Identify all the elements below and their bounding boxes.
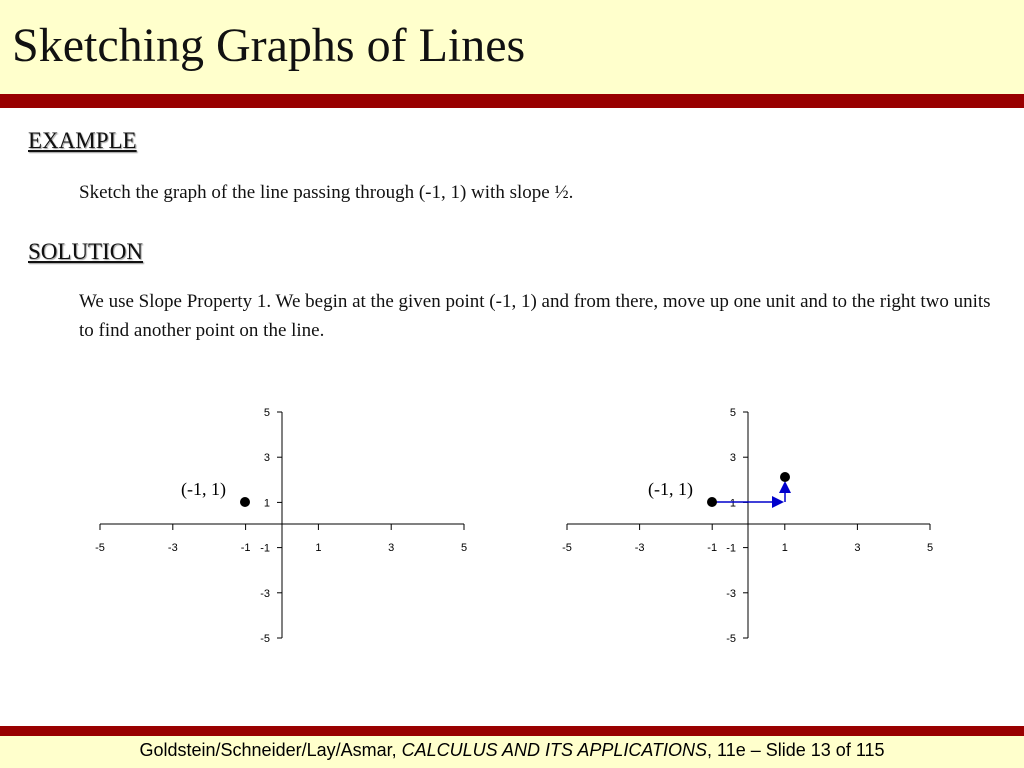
point-neg1-1 xyxy=(240,497,250,507)
x-tick-label: -1 xyxy=(707,542,718,554)
footer-authors: Goldstein/Schneider/Lay/Asmar, xyxy=(139,740,397,760)
example-text: Sketch the graph of the line passing through (-1, 1) with slope ½. xyxy=(79,182,574,203)
y-tick-label: -3 xyxy=(726,587,736,600)
y-tick-label: -1 xyxy=(260,542,270,555)
solution-text: We use Slope Property 1. We begin at the given point (-1, 1) and from there, move up one unit and to the right two units to find another point on the line. xyxy=(79,291,991,341)
point-label: (-1, 1) xyxy=(648,479,693,499)
point-1-2 xyxy=(780,472,790,482)
y-tick-label: -1 xyxy=(726,542,736,555)
point-neg1-1 xyxy=(707,497,717,507)
y-tick-label: 5 xyxy=(729,407,736,419)
x-tick-label: 5 xyxy=(926,542,934,554)
slide-title: Sketching Graphs of Lines xyxy=(12,19,526,72)
x-tick-label: -5 xyxy=(562,542,572,554)
x-tick-label: -1 xyxy=(240,542,251,554)
y-tick-label: -5 xyxy=(726,633,736,645)
x-tick-label: 1 xyxy=(781,542,788,554)
y-tick-label: -3 xyxy=(260,587,270,600)
x-tick-label: -3 xyxy=(634,542,645,554)
x-tick-label: -5 xyxy=(95,542,105,554)
footer-citation xyxy=(0,740,1024,761)
y-tick-label: 5 xyxy=(263,407,270,419)
y-tick-label: 3 xyxy=(729,452,736,465)
x-tick-label: 3 xyxy=(388,542,395,554)
y-tick-label: -5 xyxy=(260,633,270,645)
x-tick-label: 1 xyxy=(315,542,322,554)
x-tick-label: 5 xyxy=(460,542,468,554)
point-label: (-1, 1) xyxy=(181,479,226,499)
footer-book-title: CALCULUS AND ITS APPLICATIONS xyxy=(401,740,708,760)
example-heading: EXAMPLE xyxy=(28,128,137,153)
solution-heading: SOLUTION xyxy=(28,239,143,264)
footer-divider xyxy=(0,726,1024,736)
y-tick-label: 3 xyxy=(263,452,270,465)
y-tick-label: 1 xyxy=(263,497,270,510)
y-tick-label: 1 xyxy=(729,497,736,510)
x-tick-label: -3 xyxy=(167,542,178,554)
footer-edition-slide: , 11e – Slide 13 of 115 xyxy=(707,740,885,760)
x-tick-label: 3 xyxy=(854,542,861,554)
